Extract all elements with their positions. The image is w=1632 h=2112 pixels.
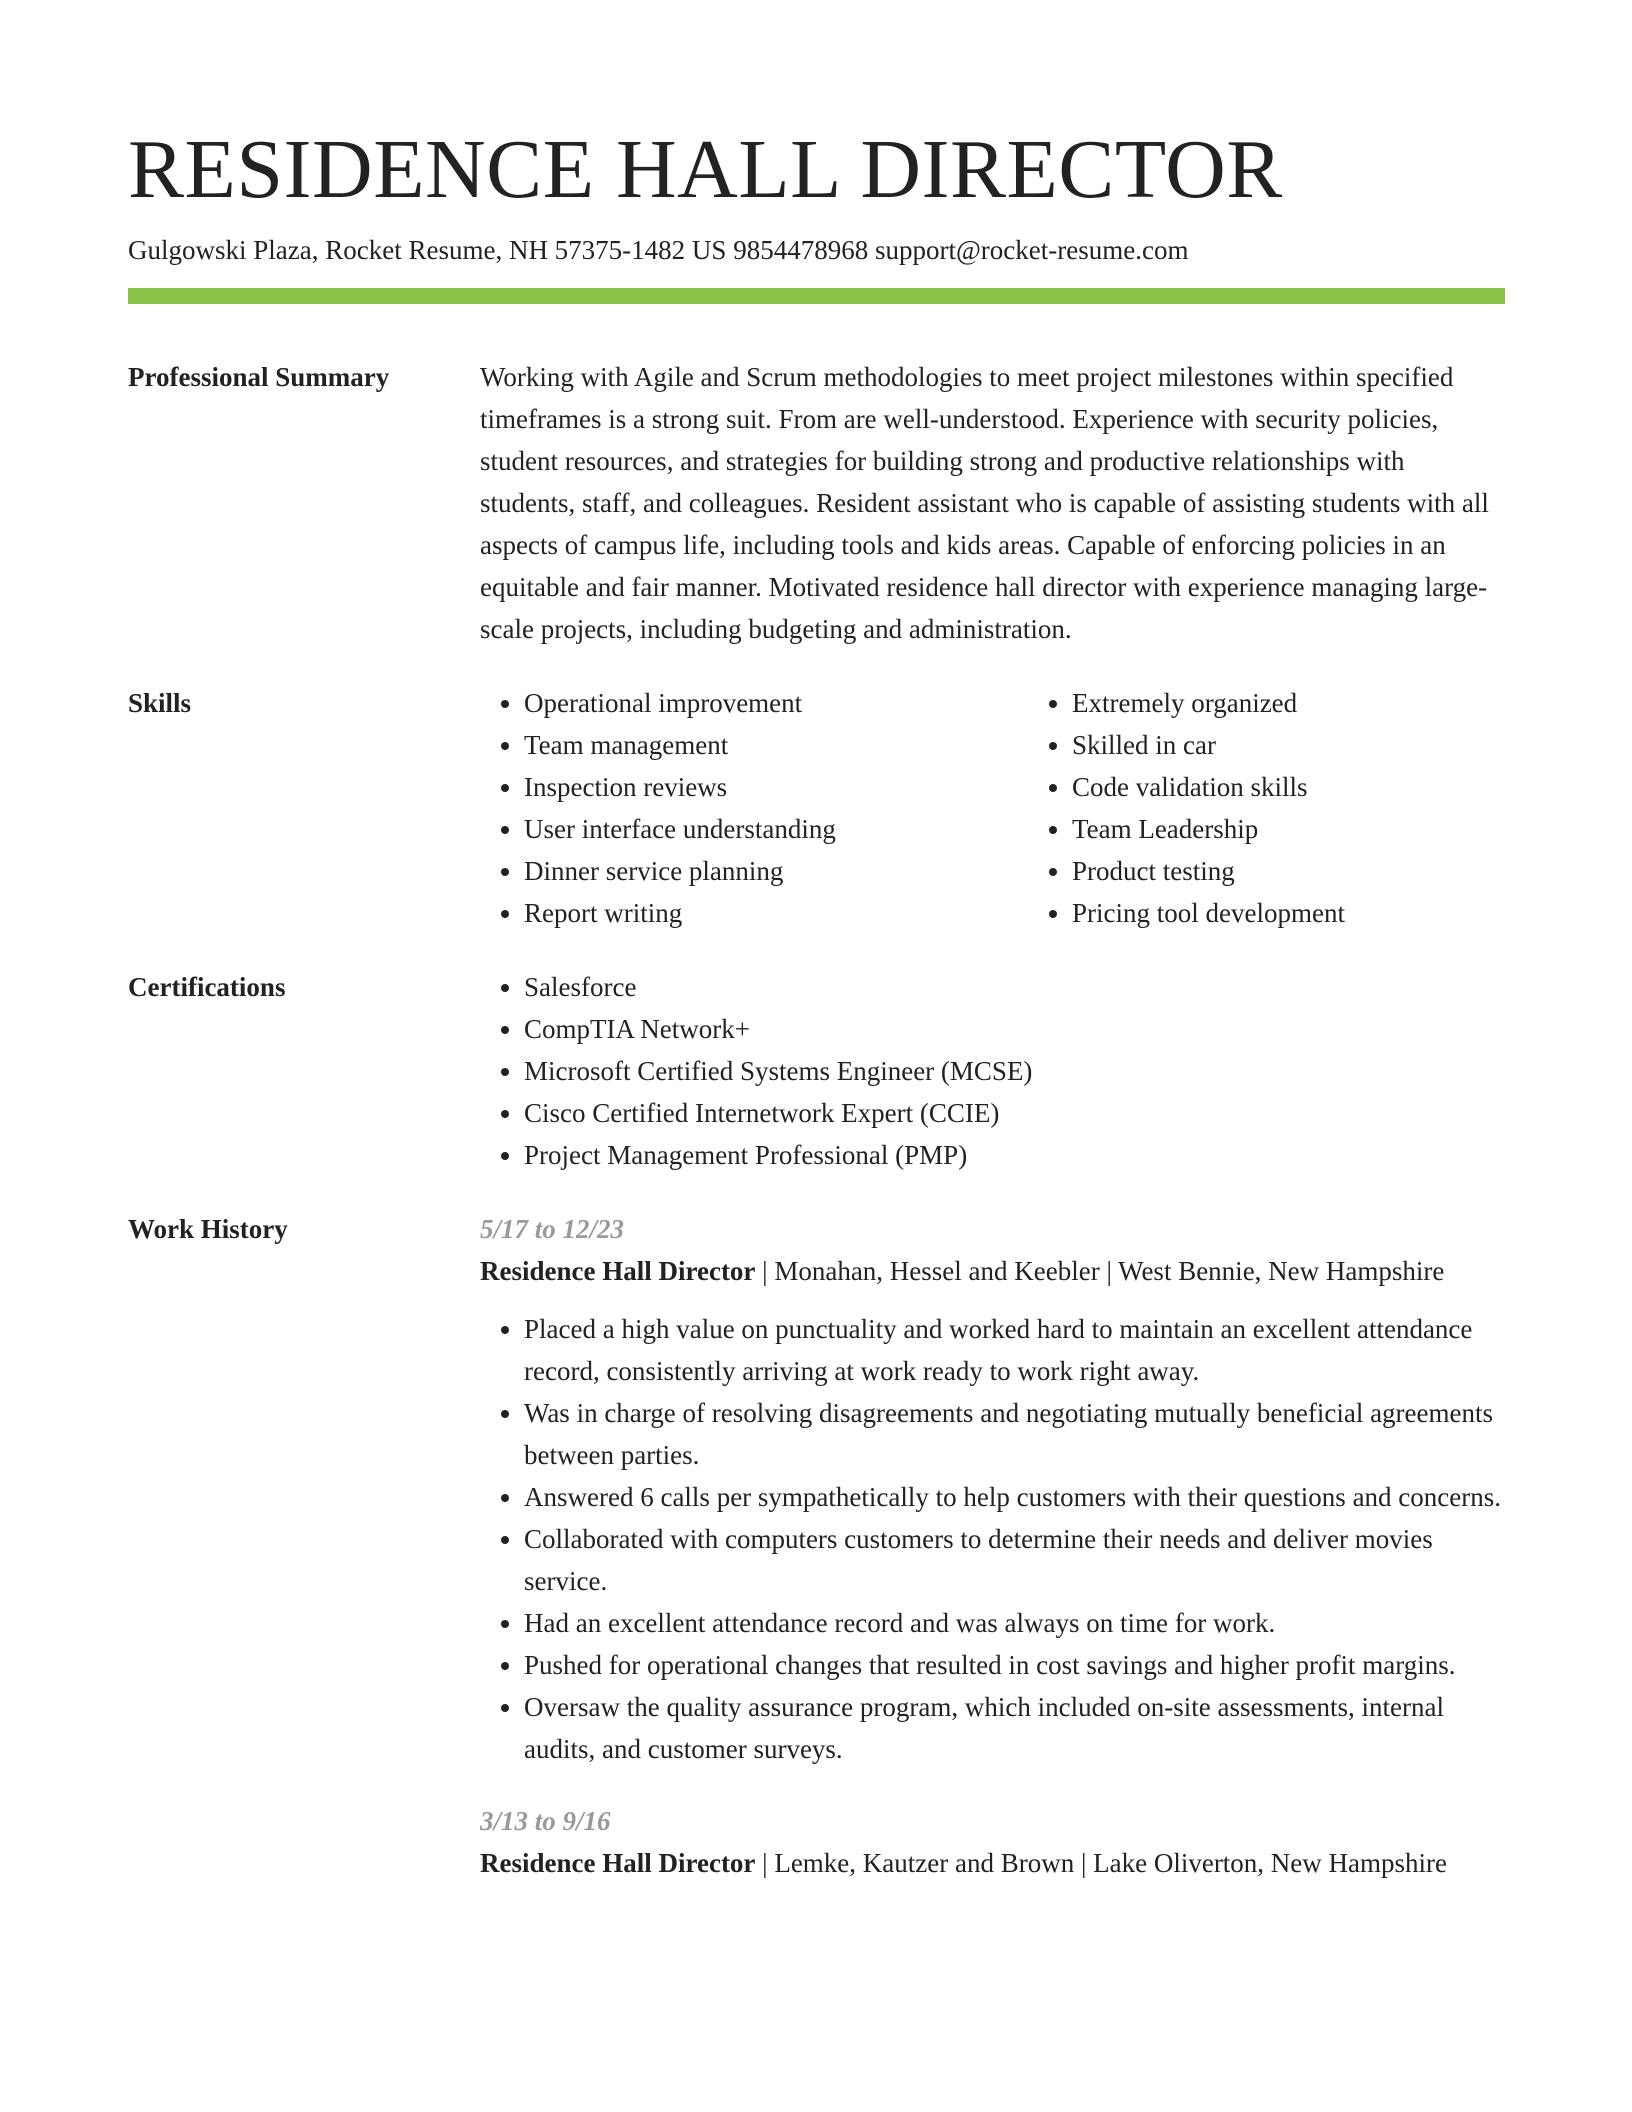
- resume-page: [128, 120, 1505, 1884]
- job-bullet: • Was in charge of resolving disagreements and negotiating mutually beneficial agreements between parties.: [524, 1392, 1505, 1476]
- job-title: Residence Hall Director: [480, 1848, 756, 1878]
- job-bullet: • Placed a high value on punctuality and worked hard to maintain an excellent attendance record, consistently arriving at work ready to work right away.: [524, 1308, 1505, 1392]
- skill-item: • Inspection reviews: [524, 766, 1028, 808]
- skill-item: • Extremely organized: [1072, 682, 1576, 724]
- job-title: Residence Hall Director: [480, 1256, 756, 1286]
- job-entry: [480, 1800, 1505, 1884]
- resume-name: RESIDENCE HALL DIRECTOR: [128, 123, 1283, 216]
- skill-item: • Dinner service planning: [524, 850, 1028, 892]
- job-entry: [480, 1208, 1505, 1770]
- job-bullet: • Oversaw the quality assurance program, which included on-site assessments, internal audits, and customer surveys.: [524, 1686, 1505, 1770]
- certification-item: • Salesforce: [524, 966, 1505, 1008]
- job-details: | Monahan, Hessel and Keebler | West Bennie, New Hampshire: [755, 1256, 1445, 1286]
- contact-line: Gulgowski Plaza, Rocket Resume, NH 57375-1482 US 9854478968 support@rocket-resume.com: [128, 235, 1189, 265]
- skills-section: [128, 682, 1505, 934]
- certification-item: • CompTIA Network+: [524, 1008, 1505, 1050]
- skill-item: • Team management: [524, 724, 1028, 766]
- job-dates: 5/17 to 12/23: [480, 1214, 625, 1244]
- job-bullets: [480, 1308, 1505, 1770]
- job-bullet: • Collaborated with computers customers to determine their needs and deliver movies service.: [524, 1518, 1505, 1602]
- skill-item: • Skilled in car: [1072, 724, 1576, 766]
- skill-item: • Pricing tool development: [1072, 892, 1576, 934]
- skill-item: • Code validation skills: [1072, 766, 1576, 808]
- job-heading: [480, 1842, 1505, 1884]
- skill-item: • Report writing: [524, 892, 1028, 934]
- section-label-skills: Skills: [128, 688, 192, 718]
- job-bullet: • Answered 6 calls per sympathetically to help customers with their questions and concerns.: [524, 1476, 1505, 1518]
- section-label-summary: Professional Summary: [128, 362, 390, 392]
- skills-list-left: [480, 682, 1028, 934]
- certifications-section: [128, 966, 1505, 1176]
- certification-item: • Microsoft Certified Systems Engineer (MCSE): [524, 1050, 1505, 1092]
- skills-list-right: [1028, 682, 1576, 934]
- skill-item: • User interface understanding: [524, 808, 1028, 850]
- skill-item: • Operational improvement: [524, 682, 1028, 724]
- work-history-section: [128, 1208, 1505, 1884]
- job-details: | Lemke, Kautzer and Brown | Lake Oliverton, New Hampshire: [755, 1848, 1448, 1878]
- accent-divider: [128, 288, 1505, 304]
- certifications-list: [480, 966, 1505, 1176]
- section-label-work-history: Work History: [128, 1214, 288, 1244]
- job-dates: 3/13 to 9/16: [480, 1806, 611, 1836]
- certification-item: • Cisco Certified Internetwork Expert (CCIE): [524, 1092, 1505, 1134]
- job-bullet: • Had an excellent attendance record and was always on time for work.: [524, 1602, 1505, 1644]
- skill-item: • Product testing: [1072, 850, 1576, 892]
- skill-item: • Team Leadership: [1072, 808, 1576, 850]
- certification-item: • Project Management Professional (PMP): [524, 1134, 1505, 1176]
- summary-section: [128, 356, 1505, 650]
- job-bullet: • Pushed for operational changes that resulted in cost savings and higher profit margins.: [524, 1644, 1505, 1686]
- job-heading: [480, 1250, 1505, 1292]
- section-label-certifications: Certifications: [128, 972, 286, 1002]
- summary-text: Working with Agile and Scrum methodologies to meet project milestones within specified timeframes is a strong suit. From are well-understood. Experience with security policies, student resources, and strategies for building strong and productive relationships with students, staff, and colleagues. Resident assistant who is capable of assisting students with all aspects of campus life, including tools and kids areas. Capable of enforcing policies in an equitable and fair manner. Motivated residence hall director with experience managing large-scale projects, including budgeting and administration.: [480, 362, 1489, 644]
